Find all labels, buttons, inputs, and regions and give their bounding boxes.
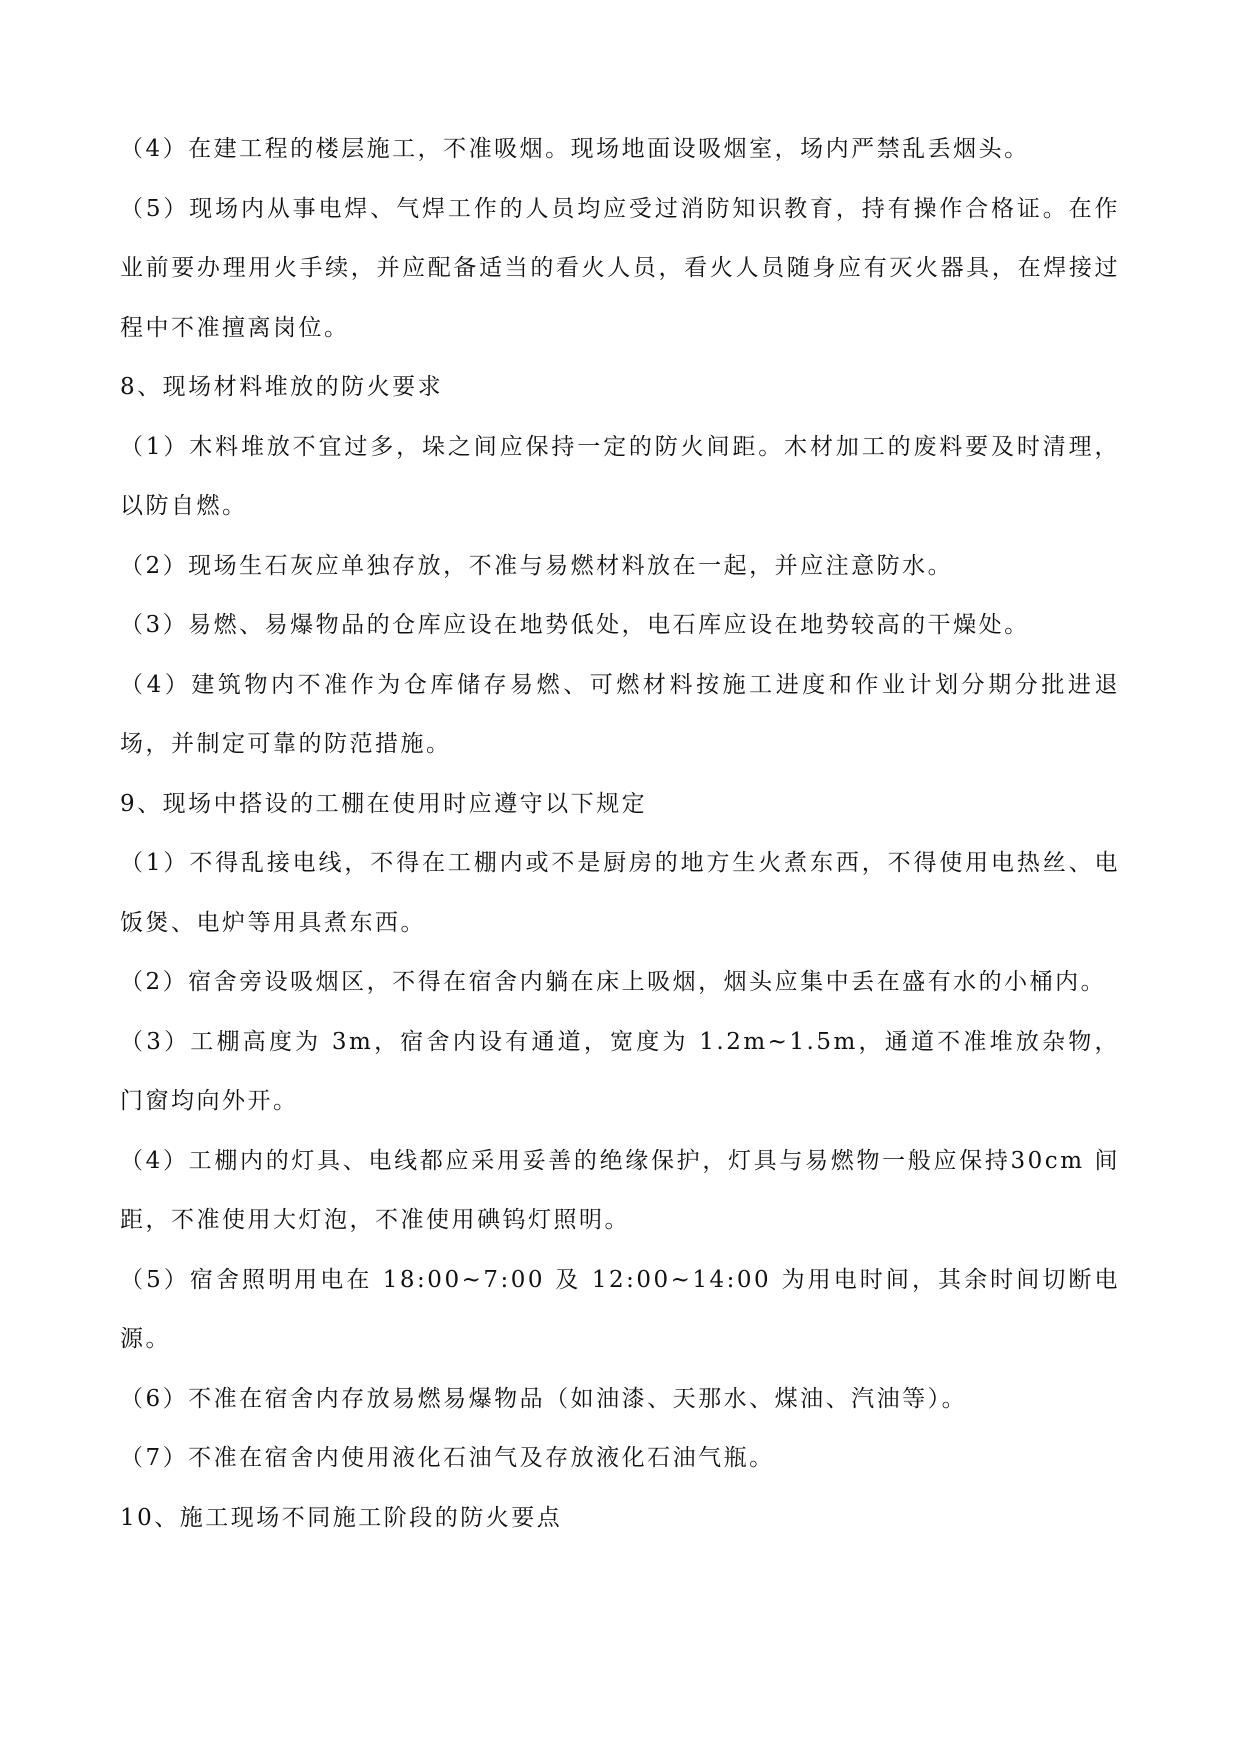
- paragraph-item-3-shed-height: （3）工棚高度为 3m，宿舍内设有通道，宽度为 1.2m~1.5m，通道不准堆放杂物，门窗均向外开。: [120, 1028, 1120, 1114]
- paragraph-item-4-lighting: （4）工棚内的灯具、电线都应采用妥善的绝缘保护，灯具与易燃物一般应保持30cm 间距，不准使用大灯泡，不准使用碘钨灯照明。: [120, 1147, 1120, 1233]
- paragraph-item-6-flammables: （6）不准在宿舍内存放易燃易爆物品（如油漆、天那水、煤油、汽油等）。: [120, 1385, 968, 1412]
- document-body: [120, 120, 1120, 1548]
- section-heading-9: 9、现场中搭设的工棚在使用时应遵守以下规定: [120, 790, 648, 817]
- paragraph-item-3-warehouse: （3）易燃、易爆物品的仓库应设在地势低处，电石库应设在地势较高的干燥处。: [120, 612, 1030, 638]
- paragraph-item-1-wiring: （1）不得乱接电线，不得在工棚内或不是厨房的地方生火煮东西，不得使用电热丝、电饭煲、电炉等用具煮东西。: [120, 850, 1120, 936]
- paragraph-item-1-timber: （1）木料堆放不宜过多，垛之间应保持一定的防火间距。木材加工的废料要及时清理，以防自燃。: [120, 433, 1120, 519]
- paragraph-item-5-welding: （5）现场内从事电焊、气焊工作的人员均应受过消防知识教育，持有操作合格证。在作业前要办理用火手续，并应配备适当的看火人员，看火人员随身应有灭火器具，在焊接过程中不准擅离岗位。: [120, 195, 1120, 341]
- paragraph-item-2-quicklime: （2）现场生石灰应单独存放，不准与易燃材料放在一起，并应注意防水。: [120, 552, 954, 579]
- paragraph-item-2-smoking-area: （2）宿舍旁设吸烟区，不得在宿舍内躺在床上吸烟，烟头应集中丢在盛有水的小桶内。: [120, 969, 1107, 995]
- paragraph-item-4-storage: （4）建筑物内不准作为仓库储存易燃、可燃材料按施工进度和作业计划分期分批进退场，并制定可靠的防范措施。: [120, 671, 1120, 757]
- paragraph-item-5-power-hours: （5）宿舍照明用电在 18:00~7:00 及 12:00~14:00 为用电时间，其余时间切断电源。: [120, 1266, 1120, 1352]
- paragraph-item-7-lpg: （7）不准在宿舍内使用液化石油气及存放液化石油气瓶。: [120, 1445, 775, 1471]
- section-heading-8: 8、现场材料堆放的防火要求: [120, 374, 444, 400]
- paragraph-item-4-smoking: （4）在建工程的楼层施工，不准吸烟。现场地面设吸烟室，场内严禁乱丢烟头。: [120, 136, 1030, 162]
- section-heading-10: 10、施工现场不同施工阶段的防火要点: [120, 1504, 563, 1531]
